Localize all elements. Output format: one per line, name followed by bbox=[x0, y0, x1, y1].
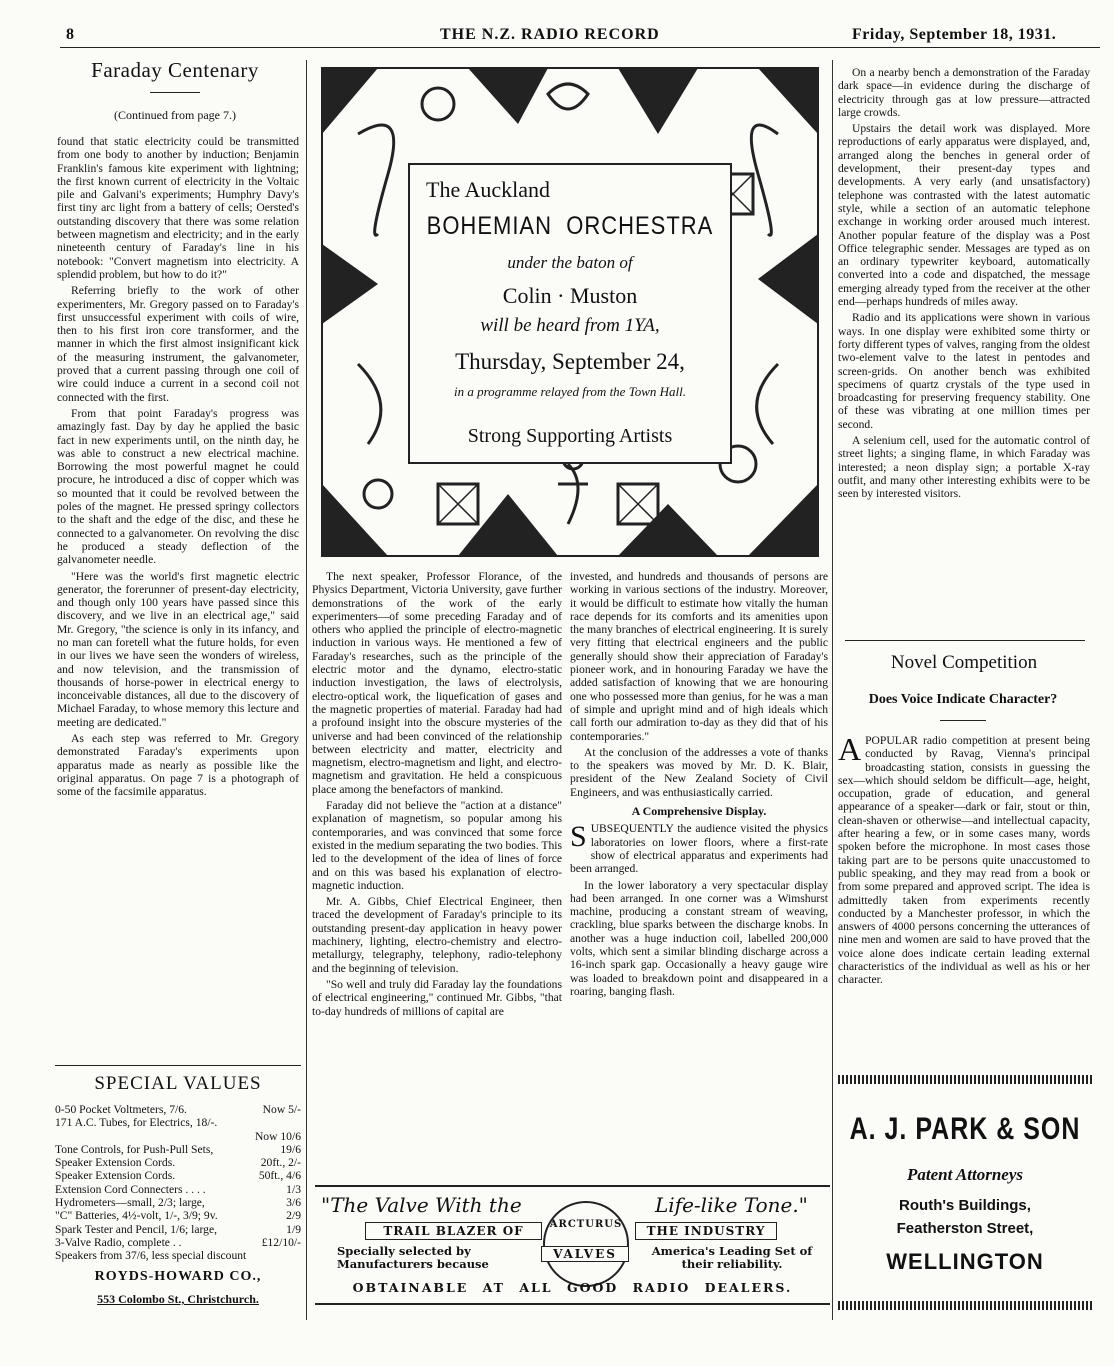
item-description: Spark Tester and Pencil, 1/6; large, bbox=[55, 1222, 218, 1236]
item-description: 171 A.C. Tubes, for Electrics, 18/-. bbox=[55, 1116, 218, 1130]
price-list-item bbox=[55, 1249, 301, 1262]
obtainable-line: OBTAINABLE AT ALL GOOD RADIO DEALERS. bbox=[352, 1280, 793, 1295]
divider bbox=[315, 1185, 830, 1187]
poster-text-panel bbox=[408, 163, 732, 464]
paragraph: On a nearby bench a demonstration of the Faraday dark space—in evidence during the discharge of electricity through gas at low pressure—attracted large crowds. bbox=[838, 66, 1090, 119]
poster-line-artists: Strong Supporting Artists bbox=[467, 425, 673, 447]
item-price: 3/6 bbox=[286, 1196, 301, 1210]
item-description: 3-Valve Radio, complete . . bbox=[55, 1235, 182, 1249]
item-description: Hydrometers—small, 2/3; large, bbox=[55, 1196, 205, 1210]
city: WELLINGTON bbox=[886, 1249, 1044, 1274]
page-number: 8 bbox=[66, 26, 75, 43]
item-price: Now 5/- bbox=[262, 1103, 301, 1116]
price-list-item bbox=[55, 1196, 301, 1209]
item-description: 0-50 Pocket Voltmeters, 7/6. bbox=[55, 1103, 187, 1116]
right-text: America's Leading Set of their reliability. bbox=[651, 1244, 813, 1271]
item-description: Extension Cord Connecters . . . . bbox=[55, 1182, 206, 1196]
special-values-ad bbox=[55, 1065, 301, 1315]
section-subhead: A Comprehensive Display. bbox=[631, 804, 767, 819]
poster-line-baton: under the baton of bbox=[507, 253, 633, 272]
item-price: 50ft., 4/6 bbox=[258, 1169, 301, 1183]
item-description: Speaker Extension Cords. bbox=[55, 1169, 176, 1183]
poster-line-programme: in a programme relayed from the Town Hall. bbox=[453, 384, 687, 399]
paragraph: Upstairs the detail work was displayed. More reproductions of early apparatus were displayed, and, arranged along the benches in general order of development, their present-day types and developments. A very early (and unsatisfactory) telephone was contrasted with the latest automatic style, while a section of an automatic telephone exchange in working order aroused much interest. Another popular feature of the display was a Post Office telegraphic sender. Messages are typed as on an ordinary typewriter keyboard, automatically converted into a code and dispatched, the message emerging already typed from the receiver at the other end—perhaps hundreds of miles away. bbox=[838, 122, 1090, 309]
paragraph: In the lower laboratory a very spectacular display had been arranged. In one corner was a Wimshurst machine, producing a constant stream of weaving, crackling, blue sparks between the discharge knobs. In another was a huge induction coil, labelled 200,000 volts, which sent a similar blinding discharge across a 16-inch spark gap. Occasionally a heavy gauge wire was loaded to breakdown point and disappeared in a roaring, banging flash. bbox=[570, 878, 828, 998]
divider bbox=[845, 640, 1085, 641]
drop-cap: A bbox=[838, 734, 862, 767]
banner-left: TRAIL BLAZER OF bbox=[365, 1222, 542, 1240]
item-price: £12/10/- bbox=[261, 1235, 301, 1249]
header-rule bbox=[60, 47, 1100, 48]
slogan-right: Life-like Tone." bbox=[655, 1193, 808, 1217]
paragraph: As each step was referred to Mr. Gregory demonstrated Faraday's experiments upon apparatus made as nearly as possible like the original apparatus. On page 7 is a photograph of some of the facsimile apparatus. bbox=[57, 732, 299, 799]
title-underline bbox=[150, 92, 200, 93]
issue-date: Friday, September 18, 1931. bbox=[852, 26, 1057, 43]
price-list-item bbox=[55, 1236, 301, 1249]
banner-right: THE INDUSTRY bbox=[635, 1222, 777, 1240]
paragraph: found that static electricity could be transmitted from one body to another by induction; Benjamin Franklin's famous kite experiment with lightning; the first known current of electricity in the Voltaic pile and Galvani's experiments; Humphry Davy's first tiny arc light from a battery of cells; Oersted's outstanding discovery that there was some relation between magnetism and electricity; and in the early nineteenth century of Faraday's line in his notebook: "Convert magnetism into electricity. A splendid problem, but how to do it?" bbox=[57, 135, 299, 281]
price-list-item bbox=[55, 1209, 301, 1222]
article-column-2 bbox=[312, 570, 562, 1190]
article-column-1 bbox=[57, 135, 299, 1055]
slogan-left: "The Valve With the bbox=[321, 1193, 522, 1217]
brand-name: ARCTURUS bbox=[549, 1219, 623, 1230]
price-list bbox=[55, 1103, 301, 1263]
price-list-item bbox=[55, 1169, 301, 1182]
divider bbox=[315, 1303, 830, 1305]
subtitle-underline bbox=[940, 720, 986, 721]
poster-line-auckland: The Auckland bbox=[426, 177, 551, 202]
arcturus-valves-ad bbox=[315, 1185, 830, 1313]
left-text: Specially selected by Manufacturers because bbox=[337, 1244, 489, 1271]
drop-cap: S bbox=[570, 820, 587, 854]
masthead: THE N.Z. RADIO RECORD bbox=[440, 26, 660, 43]
item-description: Tone Controls, for Push-Pull Sets, bbox=[55, 1142, 214, 1156]
address-line-2: Featherston Street, bbox=[896, 1220, 1034, 1237]
paragraph: invested, and hundreds and thousands of persons are working in various sections of the industry. Moreover, it would be difficult to estimate how vitally the human race depends for its comforts and its amenities upon the many branches of electrical engineering. It is surely very fitting that electrical engineers and the public generally should show their appreciation of Faraday's pioneer work, and in honouring Faraday we have the added satisfaction of knowing that we are honouring one who possessed more than genius, for he was a man of simple and upright mind and of high ideals which call forth our admiration to-day as they did that of his contemporaries." bbox=[570, 570, 828, 743]
hatched-border bbox=[838, 1075, 1092, 1084]
company-address: 553 Colombo St., Christchurch. bbox=[97, 1292, 259, 1306]
price-list-item bbox=[55, 1103, 301, 1116]
paragraph: UBSEQUENTLY the audience visited the physics laboratories on lower floors, where a first-rate show of electrical apparatus and experiments had been arranged. bbox=[570, 822, 828, 876]
price-list-item bbox=[55, 1130, 301, 1143]
item-description: Speaker Extension Cords. bbox=[55, 1156, 176, 1170]
item-price: 1/3 bbox=[286, 1182, 301, 1196]
company-name: ROYDS-HOWARD CO., bbox=[94, 1269, 262, 1284]
paragraph: From that point Faraday's progress was amazingly fast. Day by day he applied the basic fact in new experiments until, on the ninth day, he was able to construct a new electrical machine. Borrowing the most powerful magnet he could procure, he introduced a disc of copper which was so mounted that it could be revolved between the poles of the magnet. He pressed springy collectors to the shaft and the edge of the disc, and these he connected to a galvanometer. On revolving the disc he produced a steady deflection of the galvanometer needle. bbox=[57, 406, 299, 567]
item-price: 19/6 bbox=[280, 1142, 301, 1156]
continued-note: (Continued from page 7.) bbox=[114, 108, 236, 122]
paragraph: Mr. A. Gibbs, Chief Electrical Engineer, then traced the development of Faraday's principle to its outstanding present-day application in heavy power machinery, lighting, electro-chemistry and electro-metallurgy, telegraphy, telephony, radio-telephony and the beginning of television. bbox=[312, 895, 562, 975]
novel-title: Novel Competition bbox=[890, 652, 1038, 673]
item-price: Now 10/6 bbox=[254, 1129, 301, 1143]
poster-line-station: will be heard from 1YA, bbox=[480, 315, 660, 336]
arcturus-logo-icon bbox=[543, 1201, 629, 1287]
divider bbox=[55, 1065, 301, 1066]
paragraph: "So well and truly did Faraday lay the foundations of electrical engineering," continued Mr. Gibbs, "that to-day hundreds of millions of capital are bbox=[312, 977, 562, 1018]
price-list-item bbox=[55, 1223, 301, 1236]
price-list-item bbox=[55, 1116, 301, 1129]
paragraph: POPULAR radio competition at present being conducted by Ravag, Vienna's principal broadcasting station, consists in guessing the sex—which should seldom be difficult—age, height, occupation, grade of education, and general appearance of a speaker—dark or fair, stout or thin, clean-shaven or otherwise—and intellectual capacity, after hearing a few, or in some cases many, words spoken before the microphone. In most cases those taking part are to be persons quite unaccustomed to public speaking, and they may read from a book or from some prepared and approved script. The idea is admittedly taken from experiments recently conducted by a Manchester professor, in which the answers of 4000 persons concerning the utterances of nine men and women are said to have proved that the voice alone does indicate certain leading external characteristics of the individual as well as his or her character. bbox=[838, 734, 1090, 987]
article-column-4 bbox=[838, 66, 1090, 636]
column-rule bbox=[306, 60, 307, 1320]
price-list-item bbox=[55, 1183, 301, 1196]
novel-subtitle: Does Voice Indicate Character? bbox=[868, 692, 1058, 707]
paragraph: At the conclusion of the addresses a vote of thanks to the speakers was moved by Mr. D. K. Blair, president of the New Zealand Society of Civil Engineers, and was enthusiastically carried. bbox=[570, 745, 828, 799]
paragraph: Faraday did not believe the "action at a distance" explanation of magnetism, so popular among his contemporaries, and was convinced that some force existed in the medium separating the two bodies. This led to the development of the idea of lines of force and on this was based his explanation of electro-magnetic induction. bbox=[312, 799, 562, 892]
poster-line-date: Thursday, September 24, bbox=[455, 349, 685, 374]
article-title: Faraday Centenary bbox=[91, 58, 259, 82]
item-price: 1/9 bbox=[286, 1222, 301, 1236]
item-price: 2/9 bbox=[286, 1209, 301, 1223]
column-rule bbox=[832, 60, 833, 1320]
paragraph: "Here was the world's first magnetic electric generator, the forerunner of present-day electricity, and though only 100 years have passed since this discovery, and we live in an electrical age," said Mr. Gregory, "the science is only in its infancy, and no man can foretell what the future holds, for even in our lives we have seen the wonders of wireless, and now television, and the transmission of thousands of horse-power in electrical energy to inconceivable distances, all due to the discovery of Michael Faraday, to whose memory this lecture and meeting are dedicated." bbox=[57, 569, 299, 729]
paragraph: Radio and its applications were shown in various ways. In one display were exhibited some thirty or forty different types of valves, ranging from the oldest two-element valve to the latest in pentodes and screen-grids. On another bench was exhibited specimens of quartz crystals of the type used in broadcasting for preserving frequency stability. One of these was vibrating at one million times per second. bbox=[838, 311, 1090, 431]
firm-tagline: Patent Attorneys bbox=[906, 1165, 1023, 1184]
item-description: "C" Batteries, 4½-volt, 1/-, 3/9; 9v. bbox=[55, 1209, 218, 1223]
poster-line-orchestra: BOHEMIAN ORCHESTRA bbox=[426, 211, 714, 240]
address-line-1: Routh's Buildings, bbox=[899, 1197, 1031, 1214]
price-list-item bbox=[55, 1143, 301, 1156]
poster-line-conductor: Colin · Muston bbox=[502, 283, 638, 308]
ad-title: SPECIAL VALUES bbox=[94, 1073, 262, 1094]
hatched-border bbox=[838, 1301, 1092, 1310]
firm-name: A. J. PARK & SON bbox=[849, 1111, 1081, 1147]
price-list-item bbox=[55, 1156, 301, 1169]
paragraph: The next speaker, Professor Florance, of the Physics Department, Victoria University, gave further demonstrations of the work of the early experimenters—of some preceding Faraday and of others who applied the principle of electro-magnetic induction in various ways. He mentioned a few of Faraday's researches, such as the principle of the electric motor and the dynamo, electro-static induction investigation, the laws of electrolysis, electro-optical work, the liquefication of gases and the magnetic properties of material. Faraday had had a profound insight into the obscure mysteries of the universe and had been convinced of the relationship between electricity and matter, electricity and magnetism, electro-magnetism and light, and electro-magnetism and gravitation. He held a conspicuous place among the benefactors of mankind. bbox=[312, 570, 562, 796]
item-price: 20ft., 2/- bbox=[260, 1156, 301, 1170]
valves-label: VALVES bbox=[541, 1246, 629, 1262]
paragraph: Referring briefly to the work of other experimenters, Mr. Gregory passed on to Faraday's first unsuccessful experiment with coils of wire, then to his first iron core transformer, and the manner in which the first almost insignificant kick of the measuring instrument, the galvanometer, proved that a current passing through one coil of wire could induce a current in a second coil not connected with the first. bbox=[57, 284, 299, 404]
item-description: Speakers from 37/6, less special discount bbox=[55, 1249, 247, 1263]
novel-body bbox=[838, 734, 1090, 1070]
article-column-3 bbox=[570, 570, 828, 1190]
park-and-son-ad bbox=[838, 1075, 1092, 1315]
paragraph: A selenium cell, used for the automatic control of street lights; a singing flame, in which Faraday was interested; a neon display sign; a portable X-ray outfit, and many other interesting exhibits were to be seen by interested visitors. bbox=[838, 434, 1090, 501]
